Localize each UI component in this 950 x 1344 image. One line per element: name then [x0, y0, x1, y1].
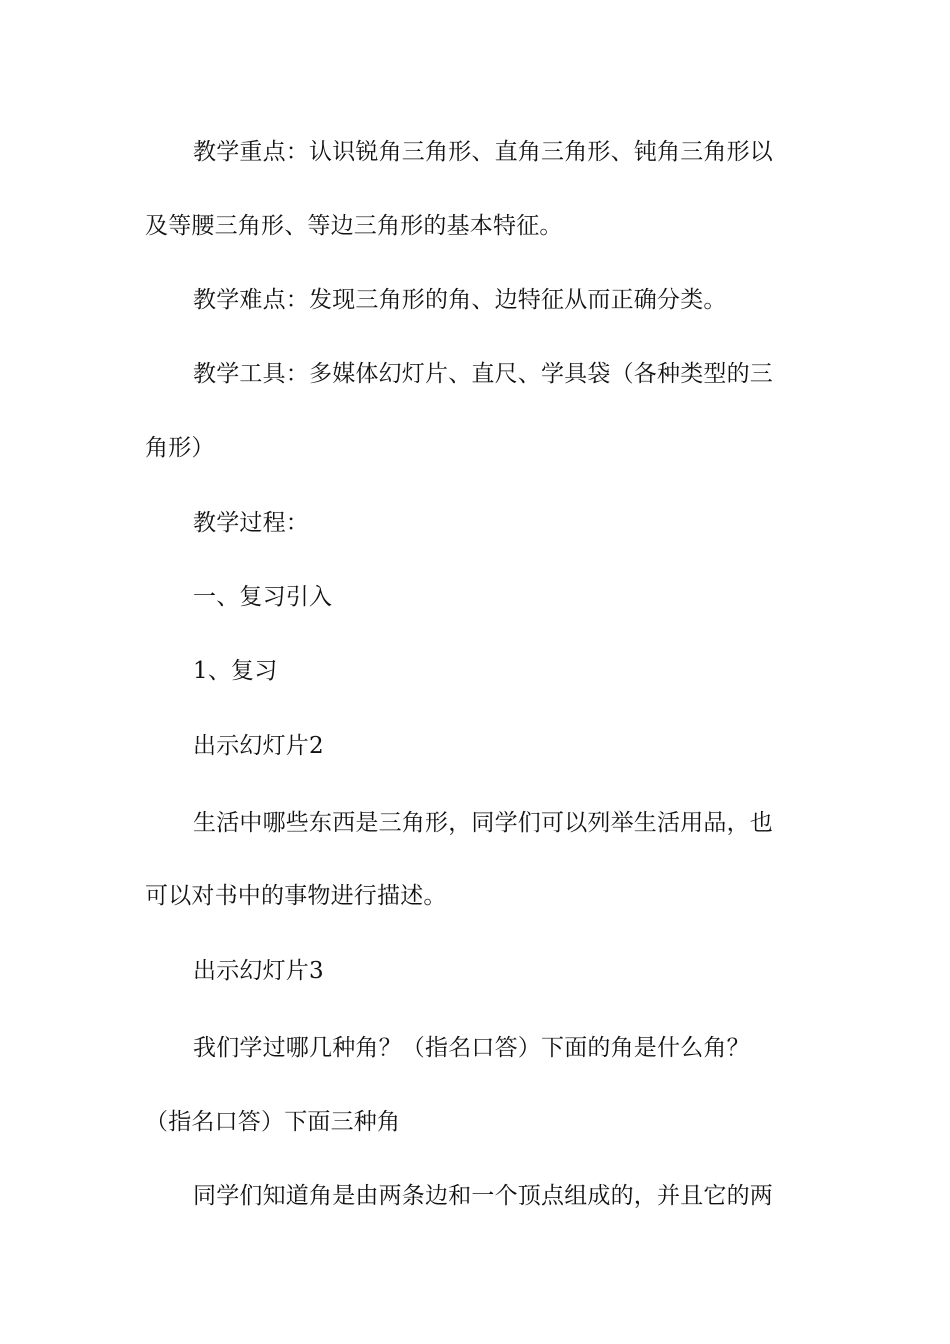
paragraph-triangle-objects-line-1: 生活中哪些东西是三角形，同学们可以列举生活用品，也	[193, 810, 773, 836]
heading-teaching-process: 教学过程：	[193, 510, 309, 536]
paragraph-triangle-objects-line-2: 可以对书中的事物进行描述。	[145, 883, 447, 909]
paragraph-teaching-tools-line-1: 教学工具：多媒体幻灯片、直尺、学具袋（各种类型的三	[193, 361, 773, 387]
paragraph-show-slide-2: 出示幻灯片2	[193, 733, 324, 759]
heading-review-introduction: 一、复习引入	[193, 584, 333, 610]
paragraph-teaching-difficulty: 教学难点：发现三角形的角、边特征从而正确分类。	[193, 287, 727, 313]
paragraph-angle-types-line-2: （指名口答）下面三种角	[145, 1109, 401, 1135]
paragraph-teaching-tools-line-2: 角形）	[145, 435, 215, 461]
subheading-review: 1、复习	[193, 658, 278, 684]
paragraph-angle-composition: 同学们知道角是由两条边和一个顶点组成的，并且它的两	[193, 1183, 773, 1209]
paragraph-angle-types-line-1: 我们学过哪几种角？（指名口答）下面的角是什么角？	[193, 1035, 750, 1061]
paragraph-teaching-focus-line-1: 教学重点：认识锐角三角形、直角三角形、钝角三角形以	[193, 139, 773, 165]
paragraph-teaching-focus-line-2: 及等腰三角形、等边三角形的基本特征。	[145, 213, 563, 239]
paragraph-show-slide-3: 出示幻灯片3	[193, 958, 324, 984]
